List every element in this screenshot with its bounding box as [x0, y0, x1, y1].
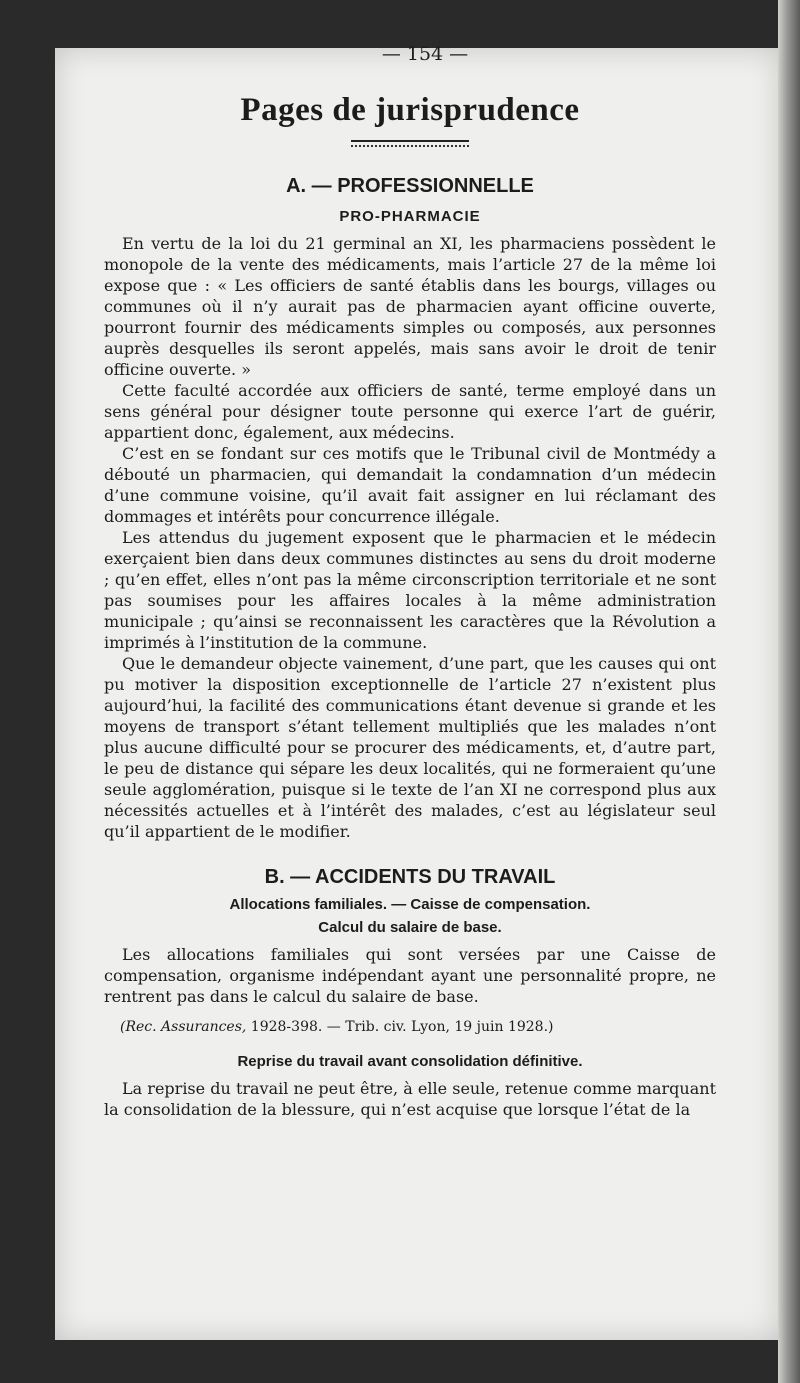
citation — [120, 1017, 716, 1037]
section-a-heading: A. — PROFESSIONNELLE — [286, 175, 534, 197]
paragraph: En vertu de la loi du 21 germinal an XI, les pharmaciens possèdent le monopole de la vente des médicaments, mais l’article 27 de la même loi expose que : « Les officiers de santé établis dans les bourgs, villages ou communes où il n’y aurait pas de pharmacien ayant officine ouverte, pourront fournir des médicaments simples ou composés, aux personnes auprès desquelles ils seront appelés, mais sans avoir le droit de tenir officine ouverte. » — [104, 234, 716, 379]
paragraph: Que le demandeur objecte vainement, d’une part, que les causes qui ont pu motiver la disposition exceptionnelle de l’article 27 n’existent plus aujourd’hui, la facilité des communications étant devenue si grande et les moyens de transport s’étant tellement multipliés que les malades n’ont plus aucune difficulté pour se procurer des médicaments, et, d’autre part, le peu de distance qui sépare les deux localités, qui ne formeraient qu’une seule agglomération, puisque si le texte de l’an XI ne correspond plus aux nécessités actuelles et à l’intérêt des malades, c’est au législateur seul qu’il appartient de le modifier. — [104, 654, 716, 841]
paragraph: Les allocations familiales qui sont versées par une Caisse de compensation, organisme indépendant ayant une personnalité propre, ne rentrent pas dans le calcul du salaire de base. — [104, 945, 716, 1006]
paragraph: Cette faculté accordée aux officiers de santé, terme employé dans un sens général pour désigner toute personne qui exerce l’art de guérir, appartient donc, également, aux médecins. — [104, 381, 716, 442]
citation-source: (Rec. Assurances, — [120, 1019, 247, 1035]
paragraph: La reprise du travail ne peut être, à elle seule, retenue comme marquant la consolidation de la blessure, qui n’est acquise que lorsque l’état de la — [104, 1079, 716, 1119]
page-edge — [778, 0, 800, 1383]
section-a-subheading: PRO-PHARMACIE — [339, 208, 481, 225]
page-title: Pages de jurisprudence — [240, 92, 580, 128]
paragraph: Les attendus du jugement exposent que le pharmacien et le médecin exerçaient bien dans deux communes distinctes au sens du droit moderne ; qu’en effet, elles n’ont pas la même circonscription territoriale et ne sont pas soumises pour les affaires locales à la même administration municipale ; qu’ainsi se reconnaissent les caractères que la Révolution a imprimés à l’institution de la commune. — [104, 528, 716, 652]
section-b-heading: B. — ACCIDENTS DU TRAVAIL — [264, 866, 556, 888]
section-b-subheading-line2: Calcul du salaire de base. — [318, 919, 502, 936]
section-b-subheading-line1: Allocations familiales. — Caisse de compensation. — [229, 896, 591, 913]
document-content — [104, 40, 716, 1120]
paragraph: C’est en se fondant sur ces motifs que le Tribunal civil de Montmédy a débouté un pharmacien, qui demandait la condamnation d’un médecin d’une commune voisine, qu’il avait fait assigner en lui réclamant des dommages et intérêts pour concurrence illégale. — [104, 444, 716, 526]
title-divider — [351, 140, 469, 147]
page-number: — 154 — — [381, 43, 469, 65]
section-b-subheading-2: Reprise du travail avant consolidation définitive. — [237, 1053, 583, 1070]
citation-detail: 1928-398. — Trib. civ. Lyon, 19 juin 1928.) — [250, 1019, 554, 1035]
